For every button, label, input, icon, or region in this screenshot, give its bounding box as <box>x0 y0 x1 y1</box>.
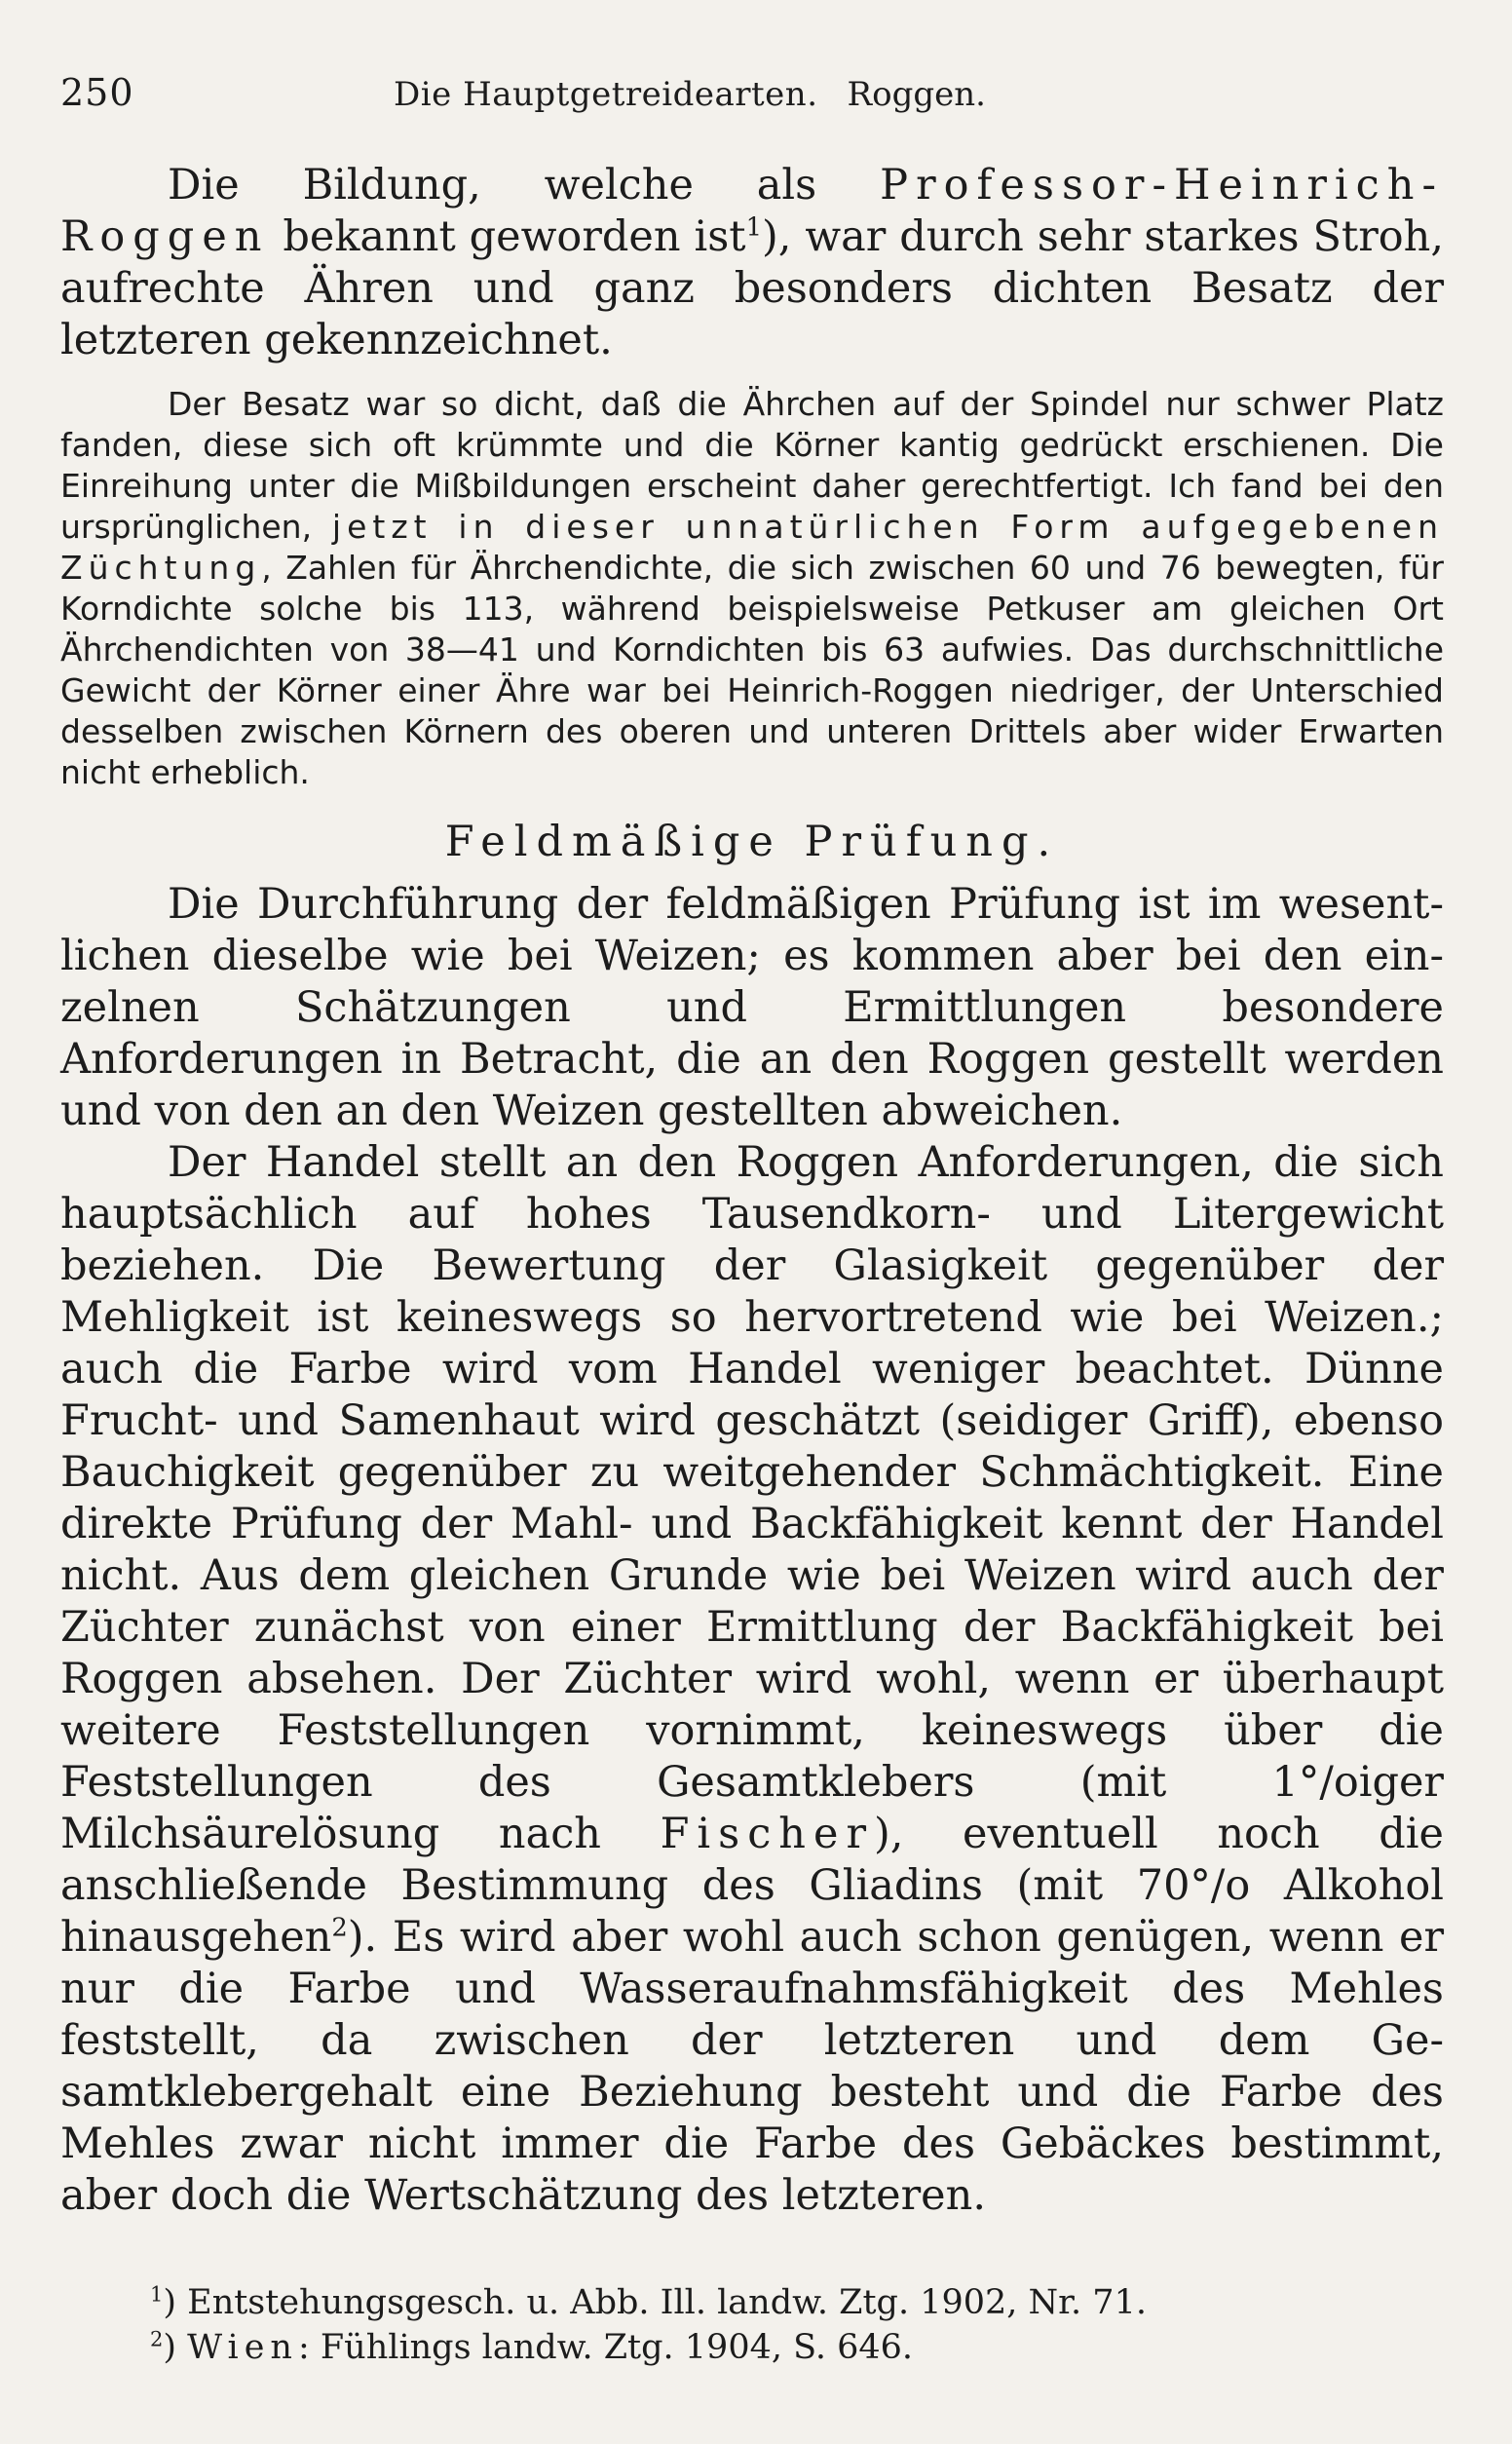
footnote <box>150 2280 1444 2325</box>
running-title: Die Hauptgetreidearten. <box>394 75 818 114</box>
footnote-text: : Fühlings landw. Ztg. 1904, S. 646. <box>297 2328 914 2367</box>
page-number: 250 <box>60 71 134 114</box>
footnote-reference: 1 <box>745 212 762 243</box>
paragraph-text: Die Bildung, welche als <box>168 161 881 210</box>
paragraph-text: bekannt geworden ist <box>269 212 746 261</box>
footnote <box>150 2325 1444 2370</box>
spaced-emphasis: Fischer <box>660 1810 874 1858</box>
section-heading: Feldmäßige Prüfung. <box>444 818 1060 866</box>
footnote-prefix: ) <box>163 2328 188 2367</box>
footnote-mark: 1 <box>150 2282 164 2307</box>
paragraph-handel <box>60 1137 1444 2222</box>
paragraph-professor-heinrich-roggen <box>60 160 1444 366</box>
footnote-mark: 2 <box>150 2327 164 2351</box>
paragraph-text: Der Besatz war so dicht, daß die Ährchen auf der Spindel nur schwer Platz fanden, diese sich oft krümmte und die Körner kantig gedrückt erschienen. Die Einreihung unter die Mißbildungen erscheint daher gerechtfertigt. Ich fand bei den ursprünglichen, <box>60 385 1444 546</box>
footnotes <box>60 2280 1444 2370</box>
paragraph-text: ). Es wird aber wohl auch schon genügen, wenn er nur die Farbe und Wasseraufnahmsfähigkeit des Mehles feststellt, da zwischen der letzteren und dem Gesamtklebergehalt eine Beziehung besteht und die Farbe des Mehles zwar nicht immer die Farbe des Gebäckes bestimmt, aber doch die Wertschätzung des letzteren. <box>60 1913 1444 2220</box>
spaced-emphasis: Professor-Heinrich-Roggen <box>60 161 1444 261</box>
running-head <box>60 68 1444 119</box>
paragraph-text: Der Handel stellt an den Roggen Anforderungen, die sich hauptsächlich auf hohes Tausendkorn- und Litergewicht beziehen. Die Bewertung der Glasigkeit gegenüber der Mehligkeit ist keineswegs so hervortretend wie bei Weizen.; auch die Farbe wird vom Handel weniger beachtet. Dünne Frucht- und Samenhaut wird geschätzt (seidiger Griff), ebenso Bauchigkeit gegenüber zu weitgehender Schmächtigkeit. Eine direkte Prüfung der Mahl- und Backfähigkeit kennt der Handel nicht. Aus dem gleichen Grunde wie bei Weizen wird auch der Züchter zunächst von einer Ermittlung der Backfähigkeit bei Roggen absehen. Der Züchter wird wohl, wenn er überhaupt weitere Feststellungen vornimmt, keineswegs über die Feststellungen des Gesamtklebers (mit 1°/oiger Milchsäurelösung nach <box>60 1138 1444 1858</box>
footnote-reference: 2 <box>331 1913 348 1943</box>
paragraph-text: ), eventuell noch die anschließende Bestimmung des Gliadins (mit 70°/o Alkohol hinausgehen <box>60 1810 1445 1962</box>
running-subtitle: Roggen. <box>847 75 986 114</box>
footnote-spaced-name: Wien <box>187 2328 298 2367</box>
paragraph-feldmaessige-pruefung: Die Durchführung der feldmäßigen Prüfung ist im wesentlichen dieselbe wie bei Weizen; es kommen aber bei den einzelnen Schätzungen und Ermittlungen besondere Anforderungen in Betracht, die an den Roggen gestellt werden und von den an den Weizen gestellten abweichen. <box>60 880 1444 1135</box>
small-print-paragraph <box>60 384 1444 793</box>
footnote-text: ) Entstehungsgesch. u. Abb. Ill. landw. Ztg. 1902, Nr. 71. <box>163 2283 1147 2322</box>
spaced-emphasis: jetzt in dieser unnatürlichen Form aufgegebenen Züchtung <box>60 508 1445 587</box>
paragraph-text: , Zahlen für Ährchendichte, die sich zwischen 60 und 76 bewegten, für Korndichte solche bis 113, während beispielsweise Petkuser am gleichen Ort Ährchendichten von 38—41 und Korndichten bis 63 aufwies. Das durchschnittliche Gewicht der Körner einer Ähre war bei Heinrich-Roggen niedriger, der Unterschied desselben zwischen Körnern des oberen und unteren Drittels aber wider Erwarten nicht erheblich. <box>60 549 1444 791</box>
paragraph-text: ), war durch sehr starkes Stroh, aufrechte Ähren und ganz besonders dichten Besatz der letzteren gekennzeichnet. <box>60 212 1445 364</box>
